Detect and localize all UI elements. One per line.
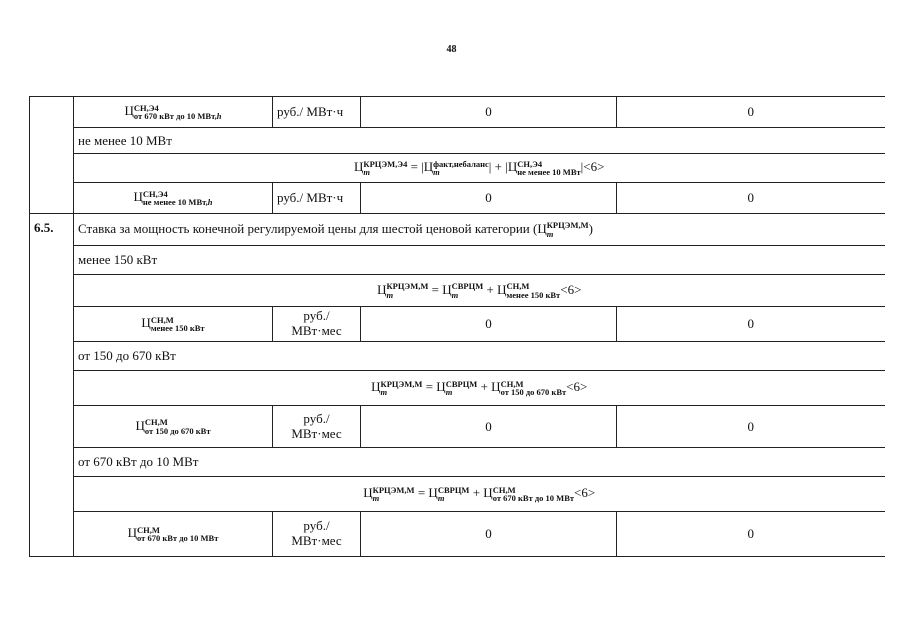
price-symbol: Ц СН,Э4 от 670 кВт до 10 МВт,h xyxy=(124,102,222,122)
unit-cell: руб./ МВт·ч xyxy=(273,183,361,214)
symbol-cell xyxy=(74,512,273,557)
symbol-cell xyxy=(74,307,273,342)
page-number: 48 xyxy=(446,44,457,55)
section-number: 6.5. xyxy=(30,214,74,557)
formula-cell: Ц КРЦЭМ,М m = Ц СВРЦМ m + Ц СН,М менее 150 кВт <6> xyxy=(74,275,885,307)
value-cell: 0 xyxy=(361,97,617,128)
table-row xyxy=(30,214,885,246)
table-row xyxy=(30,342,885,371)
table-row xyxy=(30,97,885,128)
group-label: менее 150 кВт xyxy=(74,246,885,275)
unit-cell: руб./ МВт·ч xyxy=(273,97,361,128)
symbol-cell xyxy=(74,406,273,448)
table-row xyxy=(30,246,885,275)
value-cell: 0 xyxy=(361,406,617,448)
value-cell: 0 xyxy=(361,512,617,557)
unit-cell: руб./ МВт·мес xyxy=(273,307,361,342)
formula-cell: Ц КРЦЭМ,Э4 m = |Ц факт,небаланс m | + |Ц СН,Э4 не менее 10 МВт |<6> xyxy=(74,154,885,183)
table-row xyxy=(30,275,885,307)
group-label: от 150 до 670 кВт xyxy=(74,342,885,371)
section-title: Ставка за мощность конечной регулируемой цены для шестой ценовой категории (Ц КРЦЭМ,М m ) xyxy=(74,214,885,246)
tariff-table xyxy=(29,96,885,557)
value-cell: 0 xyxy=(617,512,885,557)
value-cell: 0 xyxy=(617,307,885,342)
table-row xyxy=(30,371,885,406)
table-row xyxy=(30,406,885,448)
value-cell: 0 xyxy=(361,307,617,342)
unit-cell: руб./ МВт·мес xyxy=(273,512,361,557)
symbol-cell xyxy=(74,183,273,214)
group-label: не менее 10 МВт xyxy=(74,128,885,154)
price-symbol: Ц СН,М от 150 до 670 кВт xyxy=(135,417,211,436)
value-cell: 0 xyxy=(617,97,885,128)
table-row xyxy=(30,512,885,557)
formula-cell: Ц КРЦЭМ,М m = Ц СВРЦМ m + Ц СН,М от 670 кВт до 10 МВт <6> xyxy=(74,477,885,512)
table-row xyxy=(30,128,885,154)
value-cell: 0 xyxy=(617,406,885,448)
table-row xyxy=(30,154,885,183)
price-symbol: Ц СН,М менее 150 кВт xyxy=(141,314,205,334)
table-row xyxy=(30,183,885,214)
formula-cell: Ц КРЦЭМ,М m = Ц СВРЦМ m + Ц СН,М от 150 до 670 кВт <6> xyxy=(74,371,885,406)
table-row xyxy=(30,307,885,342)
value-cell: 0 xyxy=(361,183,617,214)
table-row xyxy=(30,477,885,512)
section-number-cell-empty xyxy=(30,97,74,214)
price-symbol: Ц СН,М от 670 кВт до 10 МВт xyxy=(127,524,219,544)
price-symbol: Ц СН,Э4 не менее 10 МВт,h xyxy=(133,188,213,208)
symbol-cell xyxy=(74,97,273,128)
unit-cell: руб./ МВт·мес xyxy=(273,406,361,448)
value-cell: 0 xyxy=(617,183,885,214)
table-row xyxy=(30,448,885,477)
group-label: от 670 кВт до 10 МВт xyxy=(74,448,885,477)
